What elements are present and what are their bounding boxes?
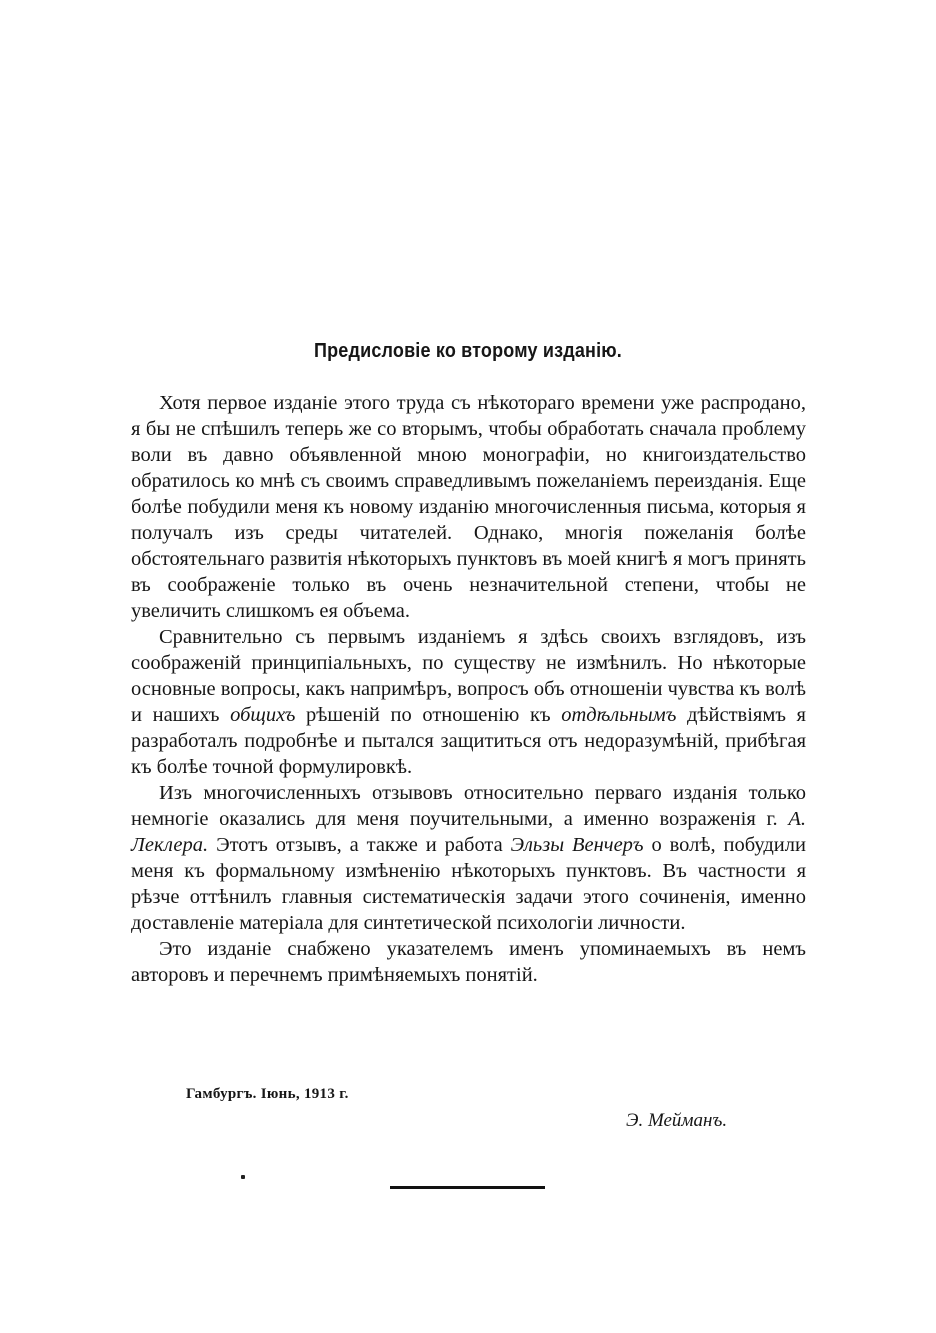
paragraph: [131, 624, 806, 780]
print-speck: [241, 1175, 245, 1179]
paragraph: [131, 390, 806, 624]
text-segment: рѣшеній по отношенію къ: [295, 704, 562, 726]
text-segment: о волѣ, побудили меня къ формальному измѣненію нѣкоторыхъ пунктовъ. Въ частности я рѣзче оттѣнилъ главныя систематическія задачи этого сочиненія, именно доставленіе матеріала для синтетической психологіи личности.: [131, 834, 806, 934]
paragraph: [131, 936, 806, 988]
text-segment: Изъ многочисленныхъ отзывовъ относительно перваго изданія только немногіе оказались для меня поучительными, а именно возраженія г.: [131, 782, 806, 830]
text-segment: Хотя первое изданіе этого труда съ нѣкотораго времени уже распродано, я бы не спѣшилъ теперь же со вторымъ, чтобы обработать сначала проблему воли въ давно объявленной мною монографіи, но книгоиздательство обратилось ко мнѣ съ своимъ справедливымъ пожеланіемъ переизданія. Еще болѣе побудили меня къ новому изданію многочисленныя письма, которыя я получалъ изъ среды читателей. Однако, многія пожеланія болѣе обстоятельнаго развитія нѣкоторыхъ пунктовъ въ моей книгѣ я могъ принять въ соображеніе только въ очень незначительной степени, чтобы не увеличить слишкомъ ея объема.: [131, 392, 806, 622]
closing-rule: [390, 1186, 545, 1189]
italic-name: Эльзы Венчеръ: [510, 834, 644, 856]
page-title: Предисловіе ко второму изданію.: [313, 340, 622, 362]
body-text: [131, 390, 806, 988]
paragraph: [131, 780, 806, 936]
italic-term: отдѣльнымъ: [561, 704, 677, 726]
text-segment: Сравнительно съ первымъ изданіемъ я здѣсь своихъ взглядовъ, изъ соображеній принципіальныхъ, по существу не измѣнилъ. Но нѣкоторые основные вопросы, какъ напримѣръ, вопросъ объ отношеніи чувства къ волѣ и нашихъ: [131, 626, 806, 726]
italic-name: А. Леклера.: [131, 808, 806, 856]
text-segment: Это изданіе снабжено указателемъ именъ упоминаемыхъ въ немъ авторовъ и перечнемъ примѣняемыхъ понятій.: [131, 938, 806, 986]
text-segment: Этотъ отзывъ, а также и работа: [208, 834, 511, 856]
text-segment: дѣйствіямъ я разработалъ подробнѣе и пытался защититься отъ недоразумѣній, прибѣгая къ болѣе точной формулировкѣ.: [131, 704, 806, 778]
place-date: Гамбургъ. Іюнь, 1913 г.: [186, 1086, 349, 1102]
italic-term: общихъ: [230, 704, 296, 726]
author-signature: Э. Мейманъ.: [626, 1110, 728, 1131]
